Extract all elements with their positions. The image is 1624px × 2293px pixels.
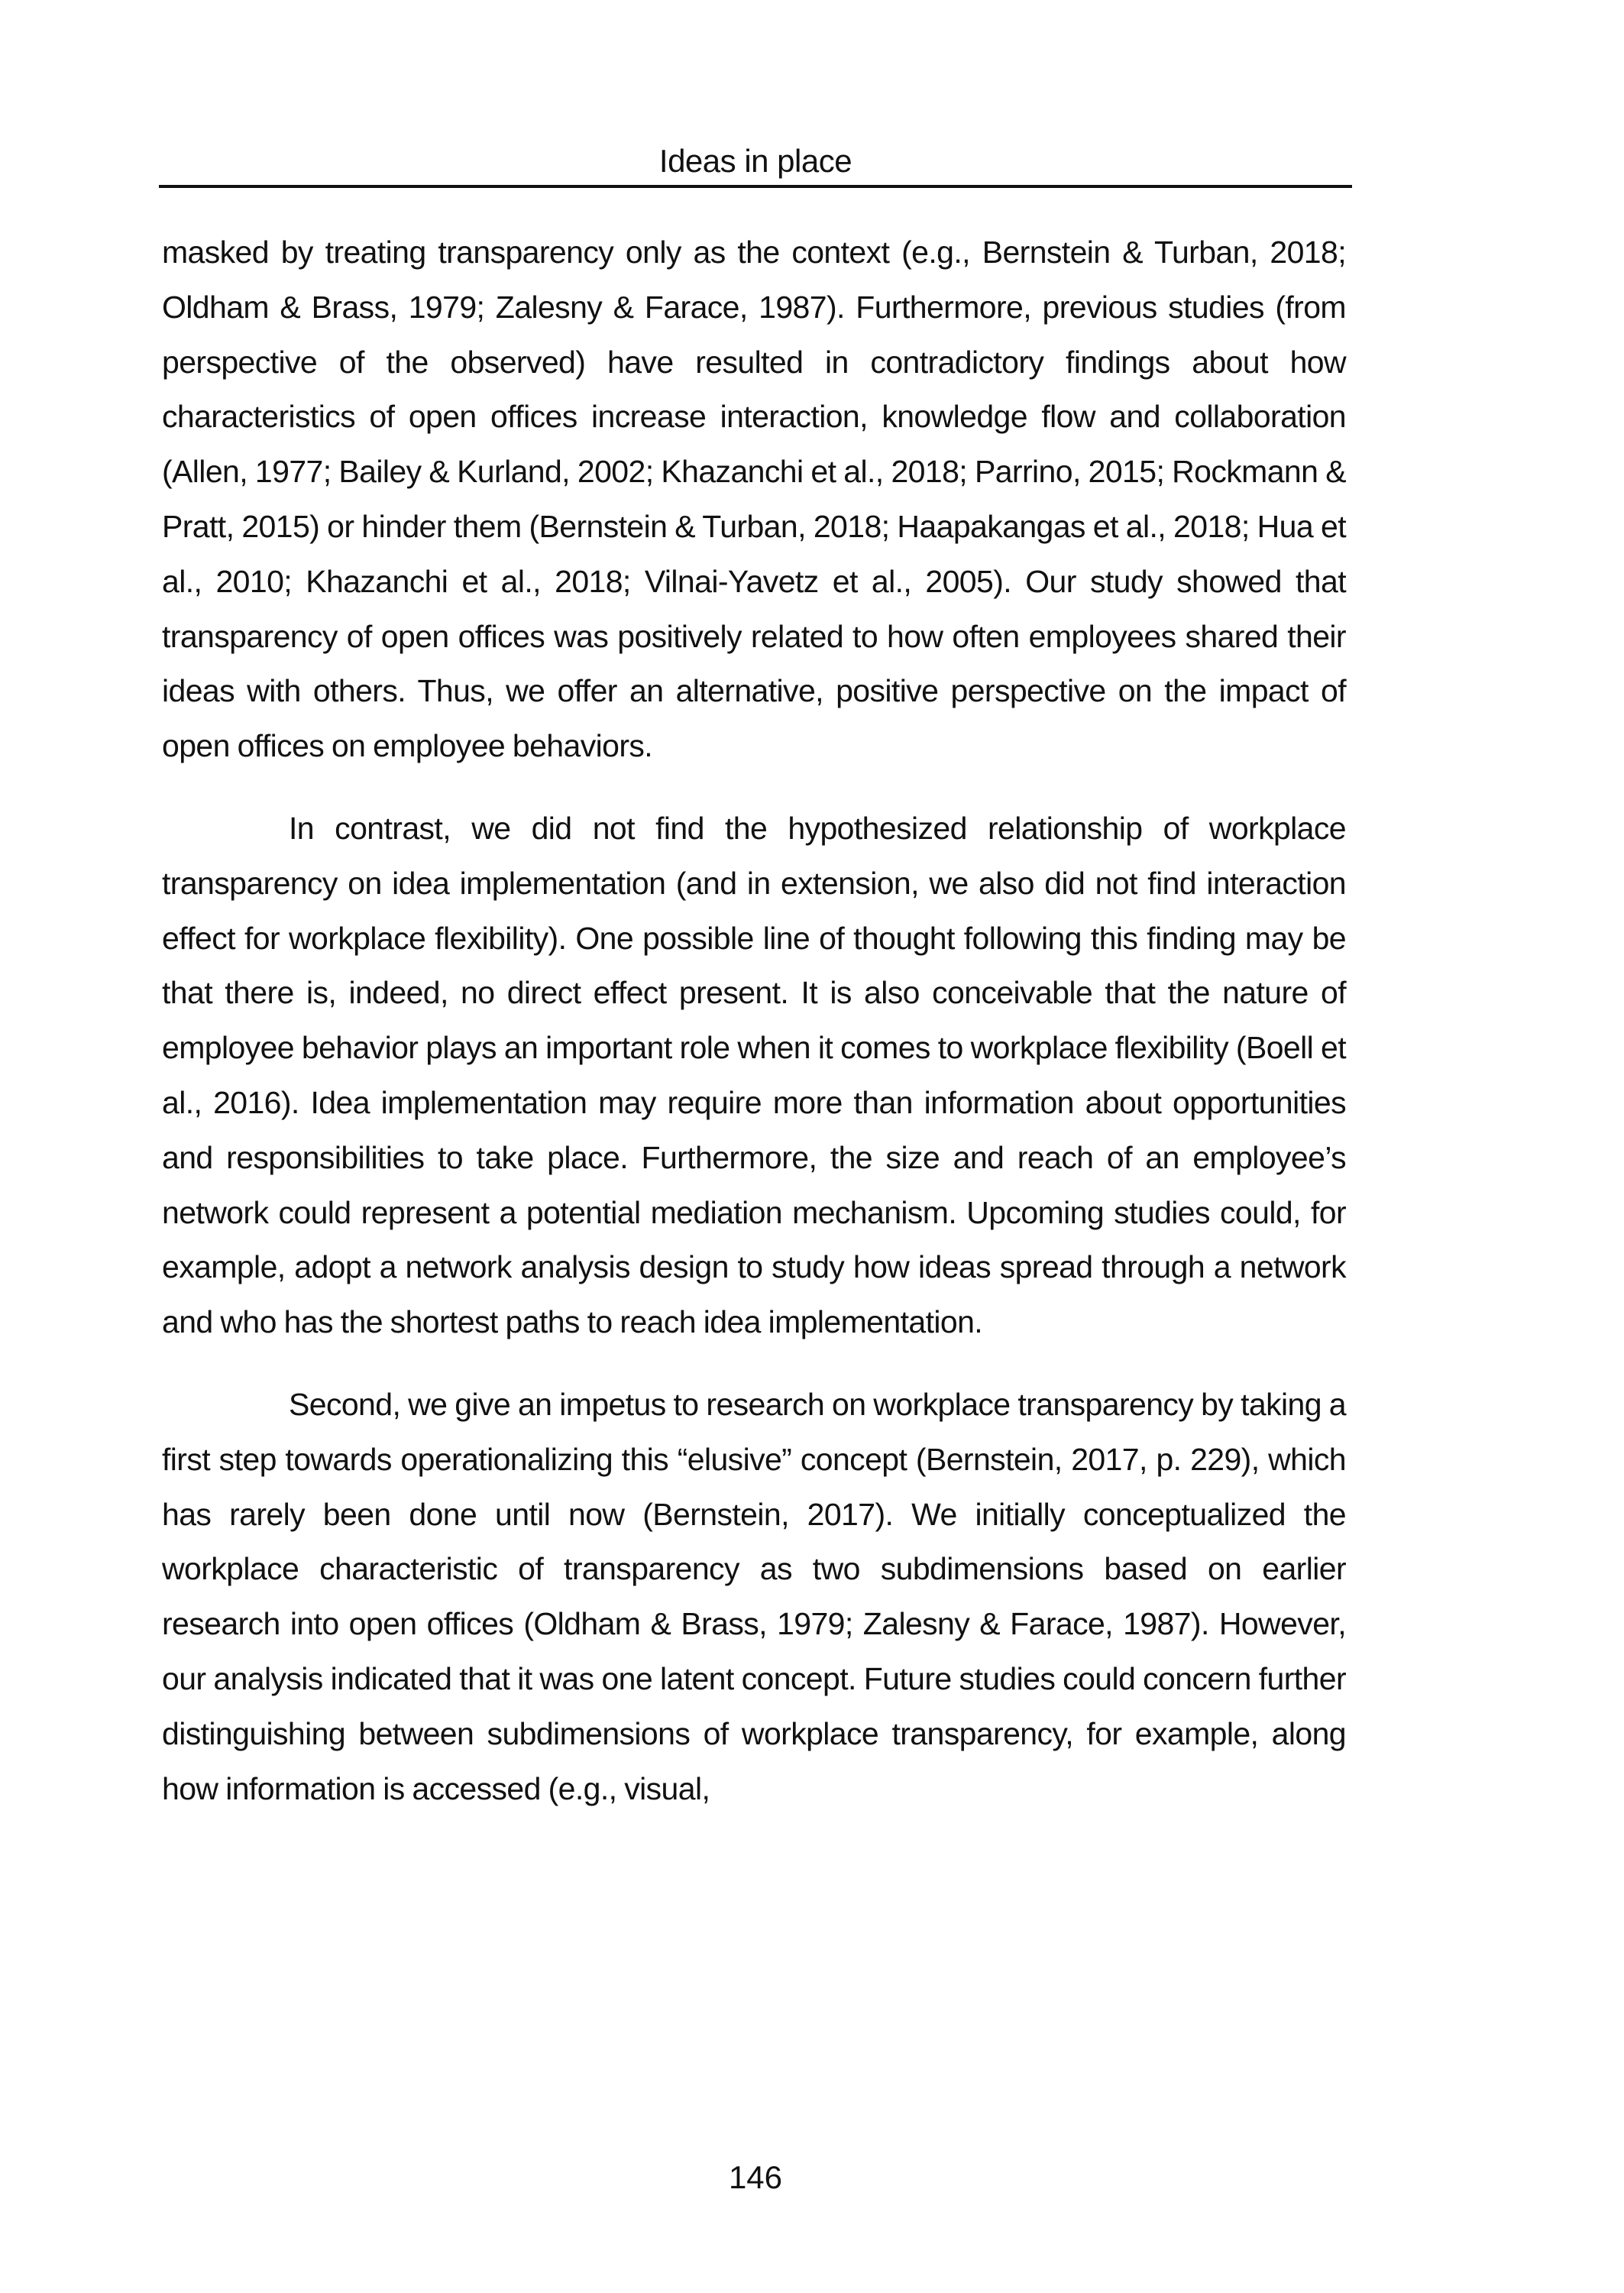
header-rule <box>159 185 1352 188</box>
running-header: Ideas in place <box>658 143 852 179</box>
document-page <box>159 0 1352 2293</box>
body-text <box>162 225 1346 1844</box>
paragraph-3: Second, we give an impetus to research on workplace transparency by taking a first step towards operationalizing this “elusive” concept (Bernstein, 2017, p. 229), which has rarely been done until now (Bernstein, 2017). We initially conceptualized the workplace characteristic of transparency as two subdimensions based on earlier research into open offices (Oldham & Brass, 1979; Zalesny & Farace, 1987). However, our analysis indicated that it was one latent concept. Future studies could concern further distinguishing between subdimensions of workplace transparency, for example, along how information is accessed (e.g., visual, <box>162 1386 1346 1806</box>
page-number: 146 <box>728 2159 783 2195</box>
paragraph-1: masked by treating transparency only as the context (e.g., Bernstein & Turban, 2018; Oldham & Brass, 1979; Zalesny & Farace, 1987). Furthermore, previous studies (from perspective of the observed) have resulted in contradictory findings about how characteristics of open offices increase interaction, knowledge flow and collaboration (Allen, 1977; Bailey & Kurland, 2002; Khazanchi et al., 2018; Parrino, 2015; Rockmann & Pratt, 2015) or hinder them (Bernstein & Turban, 2018; Haapakangas et al., 2018; Hua et al., 2010; Khazanchi et al., 2018; Vilnai-Yavetz et al., 2005). Our study showed that transparency of open offices was positively related to how often employees shared their ideas with others. Thus, we offer an alternative, positive perspective on the impact of open offices on employee behaviors. <box>162 235 1346 764</box>
paragraph-2: In contrast, we did not find the hypothesized relationship of workplace transparency on idea implementation (and in extension, we also did not find interaction effect for workplace flexibility). One possible line of thought following this finding may be that there is, indeed, no direct effect present. It is also conceivable that the nature of employee behavior plays an important role when it comes to workplace flexibility (Boell et al., 2016). Idea implementation may require more than information about opportunities and responsibilities to take place. Furthermore, the size and reach of an employee’s network could represent a potential mediation mechanism. Upcoming studies could, for example, adopt a network analysis design to study how ideas spread through a network and who has the shortest paths to reach idea implementation. <box>162 810 1346 1340</box>
